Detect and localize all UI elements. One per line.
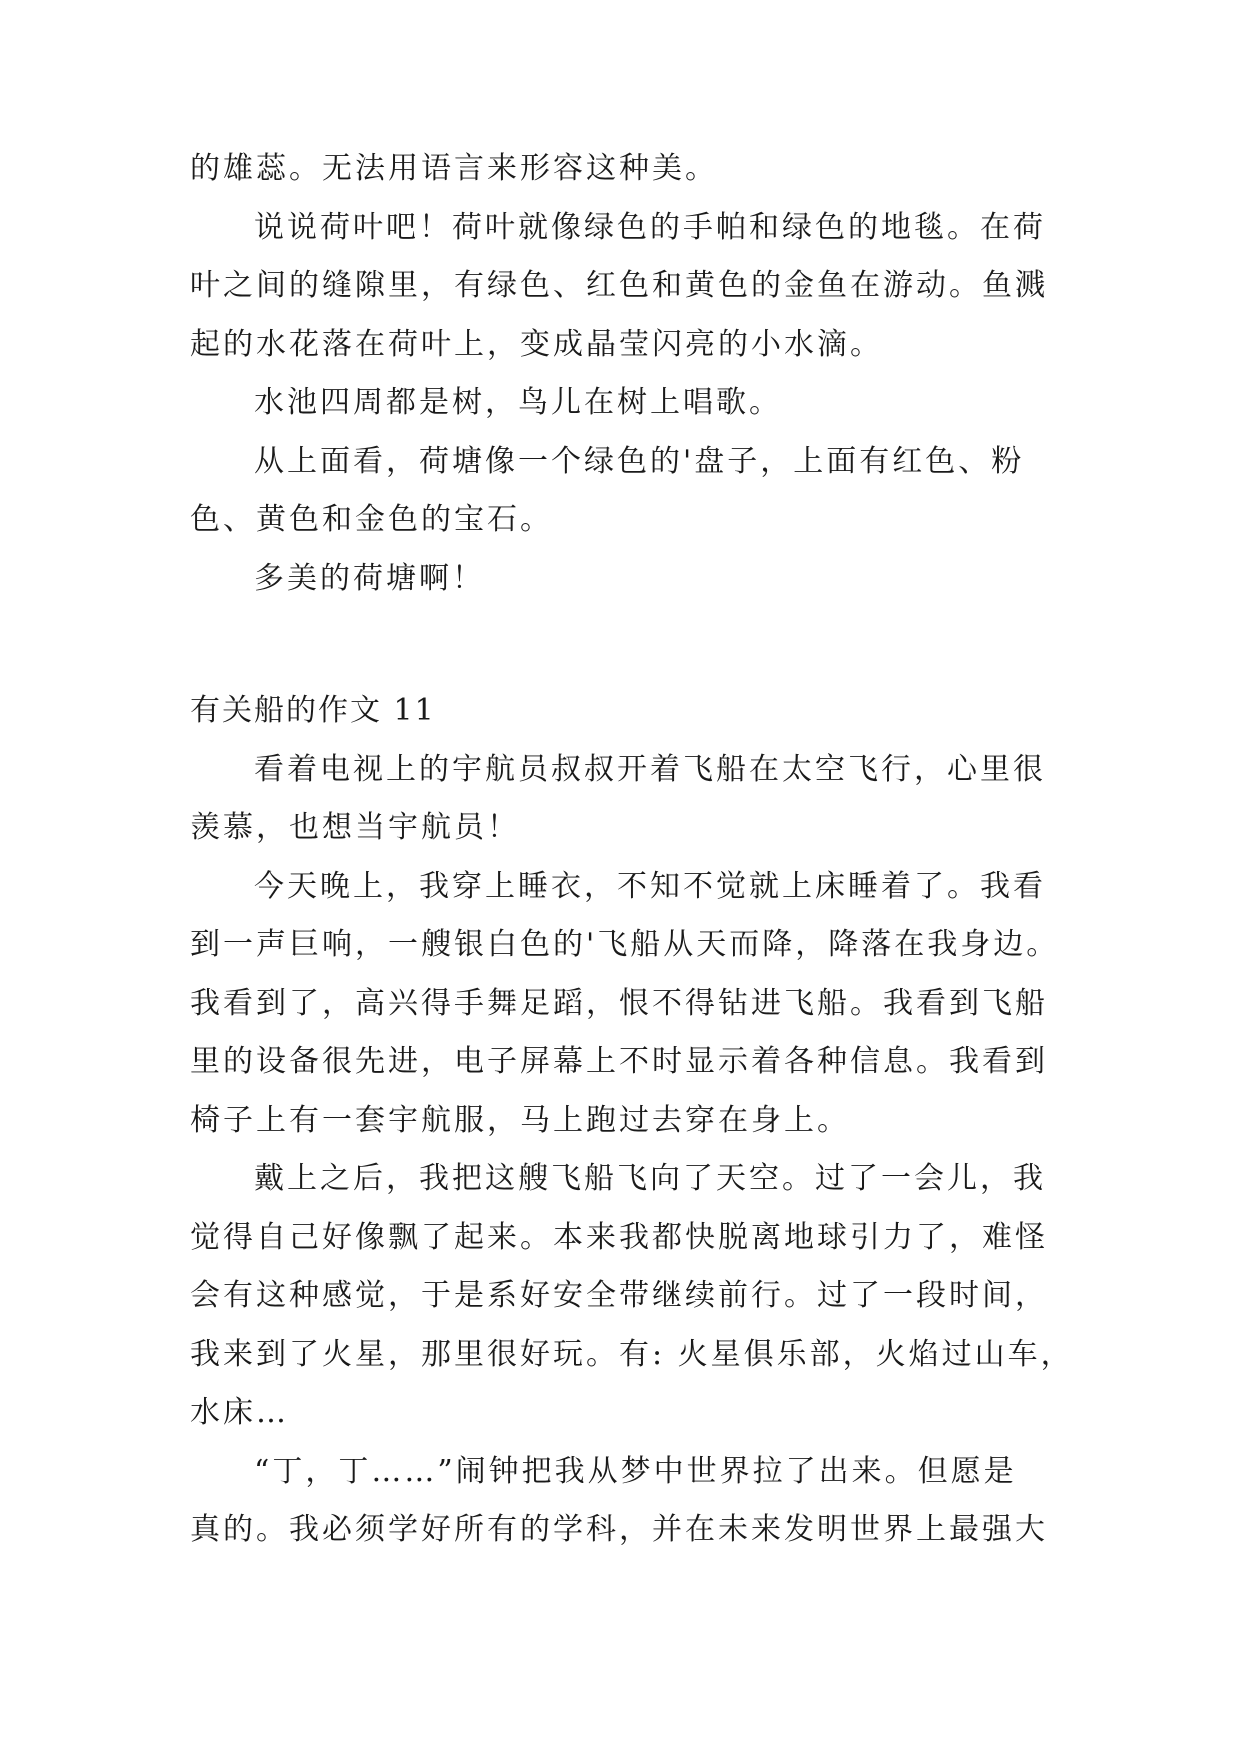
paragraph-line: 多美的荷塘啊！ [254, 560, 485, 596]
paragraph-line: 起的水花落在荷叶上，变成晶莹闪亮的小水滴。 [190, 326, 883, 362]
paragraph-line: 真的。我必须学好所有的学科，并在未来发明世界上最强大 [190, 1512, 1048, 1547]
paragraph-line: 叶之间的缝隙里，有绿色、红色和黄色的金鱼在游动。鱼溅 [190, 268, 1048, 303]
paragraph-line: 水床… [190, 1395, 289, 1430]
essay-heading: 有关船的作文 11 [190, 693, 436, 728]
paragraph-line: 我看到了，高兴得手舞足蹈，恨不得钻进飞船。我看到飞船 [190, 985, 1048, 1021]
essay-10-tail [190, 140, 1050, 608]
paragraph-line: “丁，丁……”闹钟把我从梦中世界拉了出来。但愿是 [254, 1453, 1017, 1489]
essay-11 [190, 682, 1074, 1560]
paragraph-line: 戴上之后，我把这艘飞船飞向了天空。过了一会儿，我 [254, 1161, 1046, 1196]
paragraph-line: 椅子上有一套宇航服，马上跑过去穿在身上。 [190, 1102, 850, 1138]
paragraph-line: 我来到了火星，那里很好玩。有: 火星俱乐部，火焰过山车， [190, 1336, 1074, 1372]
paragraph-line: 的雄蕊。无法用语言来形容这种美。 [190, 151, 718, 186]
paragraph-line: 色、黄色和金色的宝石。 [190, 502, 553, 537]
paragraph-line: 到一声巨响，一艘银白色的'飞船从天而降，降落在我身边。 [190, 927, 1060, 962]
paragraph-line: 看着电视上的宇航员叔叔开着飞船在太空飞行，心里很 [254, 751, 1046, 787]
paragraph-line: 今天晚上，我穿上睡衣，不知不觉就上床睡着了。我看 [254, 868, 1046, 904]
paragraph-line: 会有这种感觉，于是系好安全带继续前行。过了一段时间， [190, 1278, 1048, 1313]
paragraph-line: 从上面看，荷塘像一个绿色的'盘子，上面有红色、粉 [254, 443, 1025, 479]
paragraph-line: 里的设备很先进，电子屏幕上不时显示着各种信息。我看到 [190, 1044, 1048, 1079]
paragraph-line: 觉得自己好像飘了起来。本来我都快脱离地球引力了，难怪 [190, 1219, 1048, 1255]
paragraph-line: 水池四周都是树，鸟儿在树上唱歌。 [254, 385, 782, 420]
paragraph-line: 说说荷叶吧！荷叶就像绿色的手帕和绿色的地毯。在荷 [254, 209, 1046, 245]
paragraph-line: 羡慕，也想当宇航员！ [190, 810, 520, 845]
